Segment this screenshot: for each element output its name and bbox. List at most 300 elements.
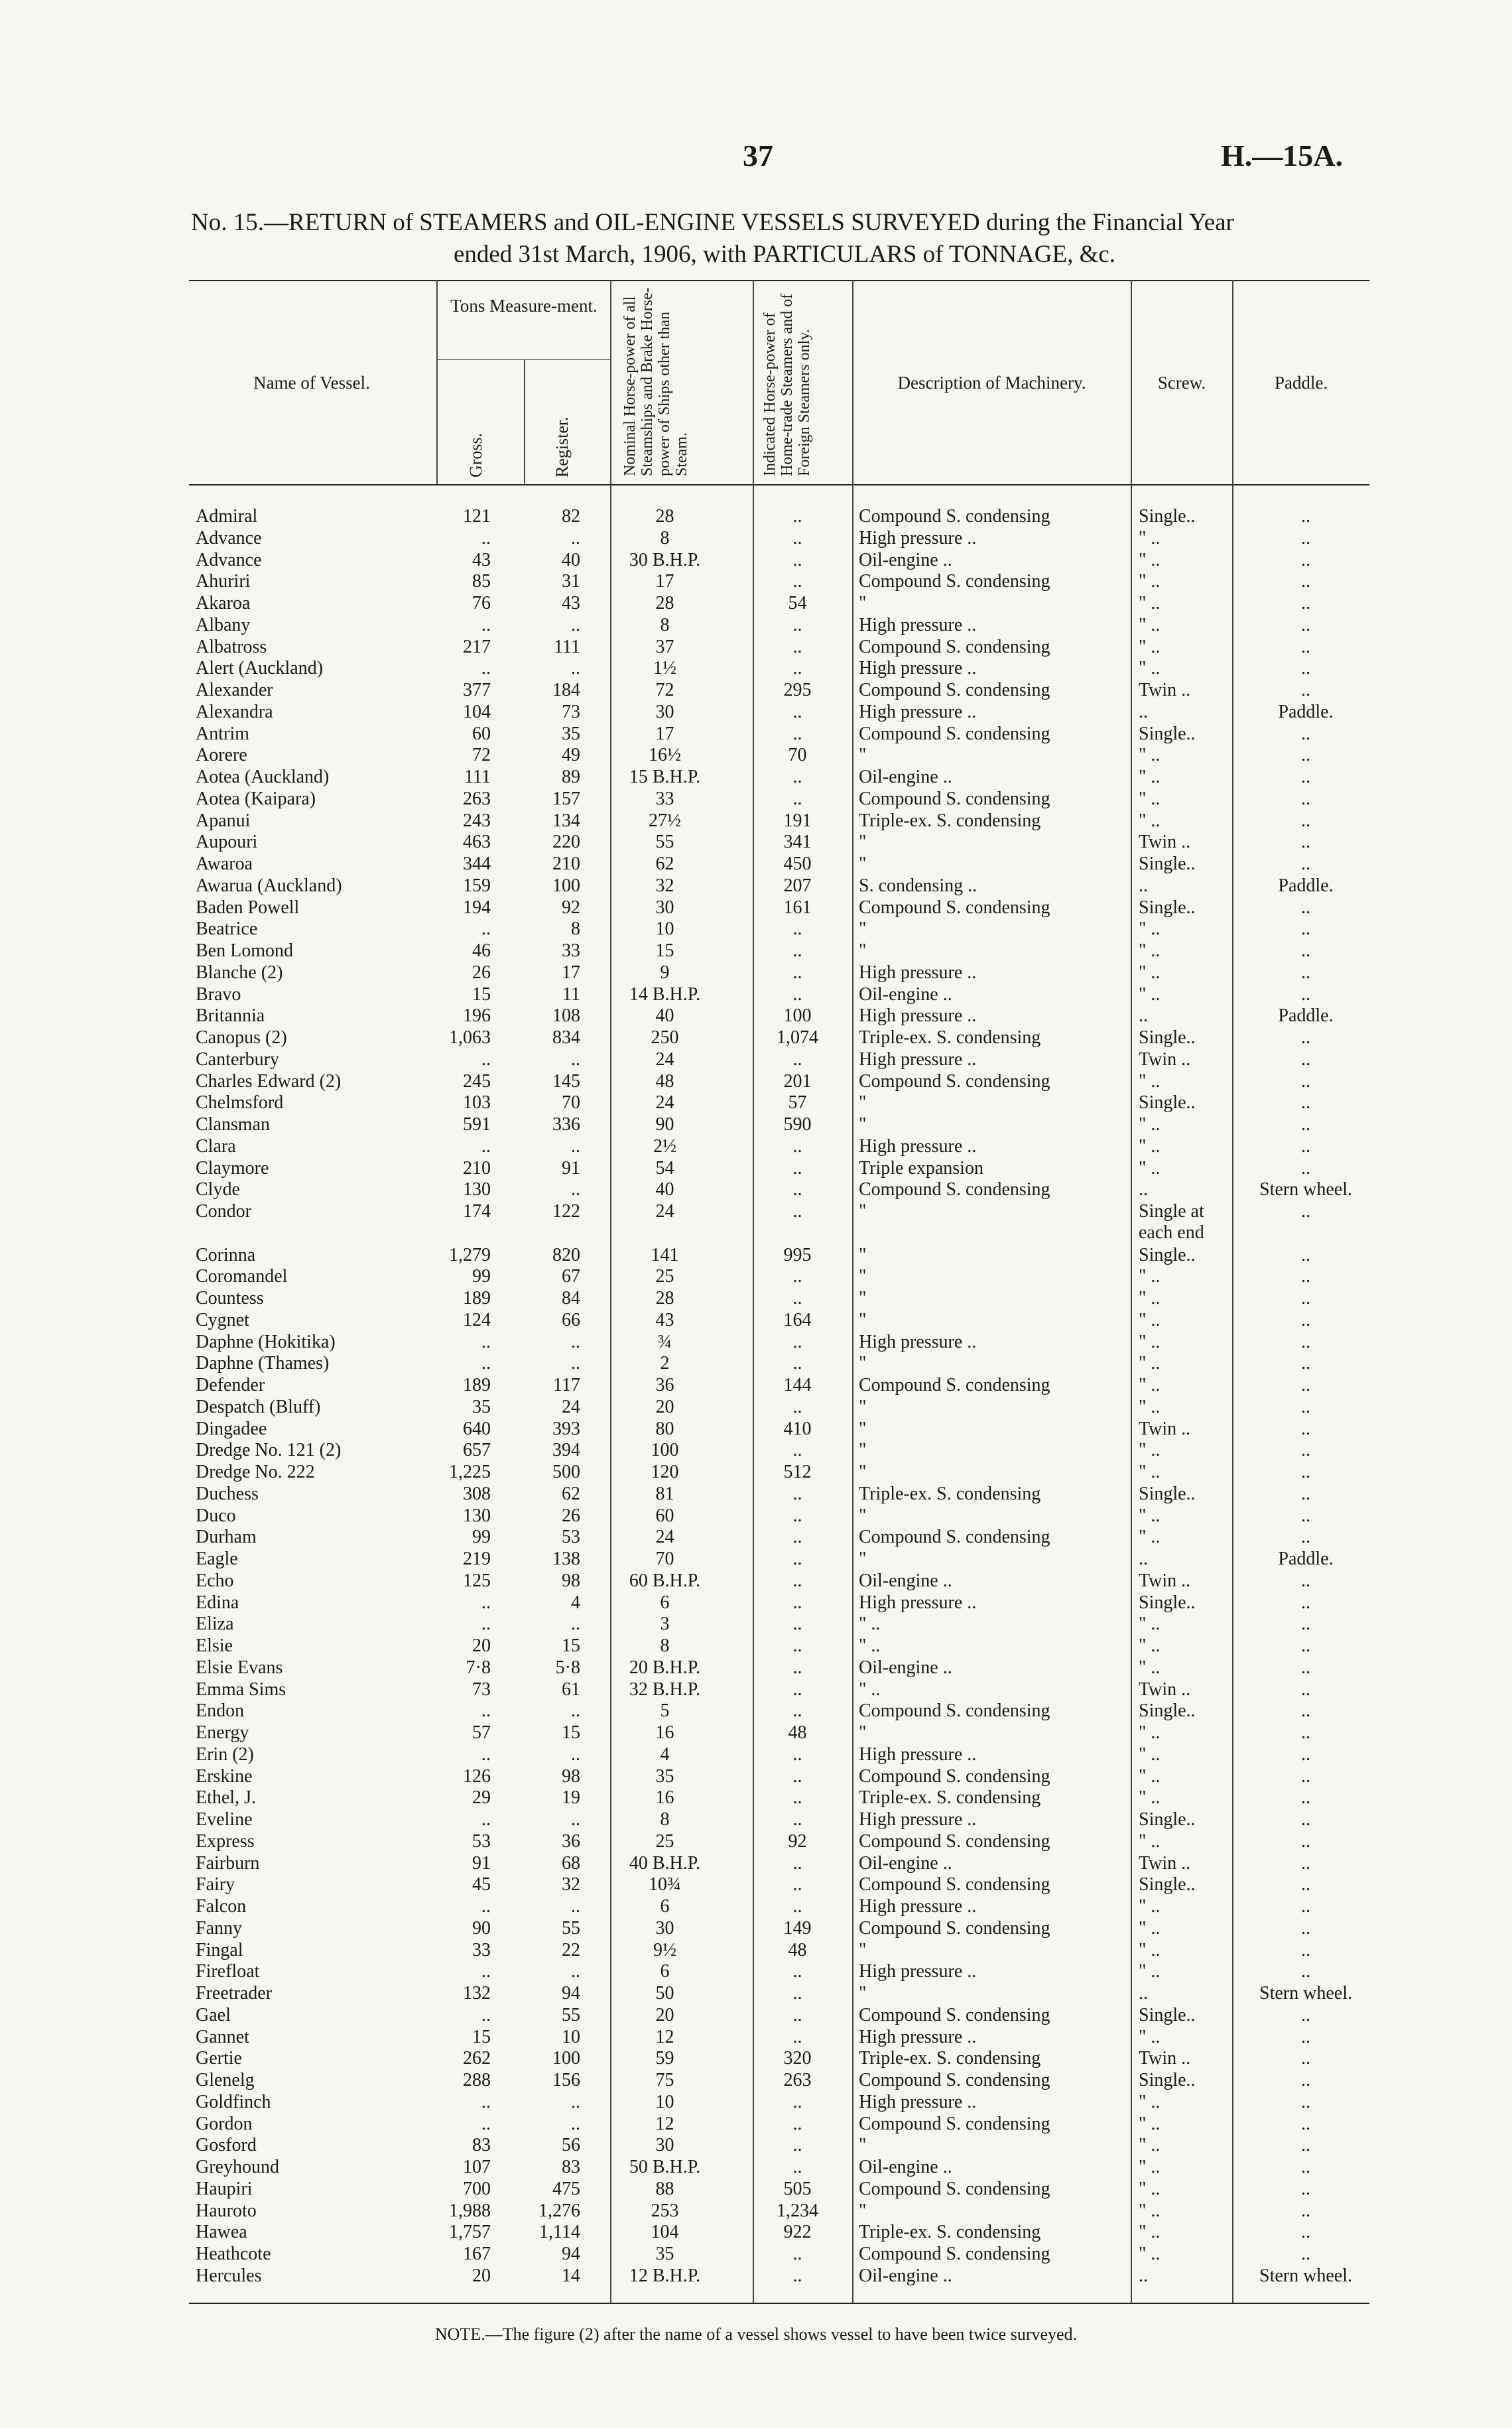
gross-tons: .. — [481, 527, 491, 548]
indicated-horse-power: .. — [792, 1201, 802, 1222]
screw-type: Twin .. — [1139, 2048, 1191, 2069]
table-row — [196, 1722, 1369, 1744]
machinery-description: Triple-ex. S. condensing — [859, 1483, 1041, 1504]
gross-tons: 124 — [463, 1309, 491, 1330]
table-row — [196, 506, 1369, 528]
machinery-description: " .. — [859, 1679, 881, 1700]
screw-type: " .. — [1139, 1070, 1161, 1092]
vessel-name: Ethel, J. — [196, 1787, 256, 1809]
table-row — [196, 2092, 1369, 2114]
register-tons: .. — [571, 614, 580, 635]
table-row — [196, 1700, 1369, 1722]
vessel-name: Alexandra — [196, 701, 273, 722]
machinery-description: High pressure .. — [859, 1896, 977, 1917]
register-tons: 89 — [562, 767, 580, 787]
screw-type: " .. — [1139, 984, 1161, 1005]
gross-tons: 159 — [463, 875, 491, 896]
indicated-horse-power: .. — [792, 1527, 802, 1548]
machinery-description: " — [859, 1244, 867, 1265]
gross-tons: 189 — [463, 1288, 491, 1309]
table-row — [196, 2157, 1369, 2179]
indicated-horse-power: .. — [792, 1331, 802, 1352]
register-tons: .. — [571, 1135, 580, 1157]
table-row — [196, 1136, 1369, 1158]
gross-tons: 174 — [463, 1201, 491, 1222]
vessel-name: Edina — [196, 1592, 239, 1613]
machinery-description: Compound S. condensing — [859, 636, 1050, 657]
register-tons: .. — [571, 1700, 580, 1722]
nominal-horse-power: 30 — [655, 1917, 674, 1939]
machinery-description: Compound S. condensing — [859, 723, 1050, 744]
gross-tons: .. — [481, 1809, 491, 1830]
register-tons: 475 — [552, 2178, 580, 2199]
table-row — [196, 658, 1369, 680]
indicated-horse-power: .. — [792, 1049, 802, 1070]
screw-type: Single.. — [1139, 854, 1196, 874]
vessel-name: Bravo — [196, 984, 241, 1005]
screw-type: Single.. — [1139, 1092, 1196, 1114]
vessel-name: Claymore — [196, 1157, 269, 1179]
screw-type: " .. — [1139, 1135, 1161, 1157]
indicated-horse-power: .. — [792, 1852, 802, 1874]
paddle-type: .. — [1301, 2135, 1310, 2156]
machinery-description: " — [859, 1440, 867, 1461]
indicated-horse-power: 922 — [783, 2222, 812, 2243]
machinery-description: High pressure .. — [859, 1592, 977, 1613]
gross-tons: 20 — [472, 1635, 491, 1656]
nominal-horse-power: 40 — [655, 1005, 674, 1027]
screw-type: .. — [1139, 1549, 1148, 1569]
vessel-name: Dredge No. 222 — [196, 1462, 315, 1482]
machinery-description: " — [859, 832, 867, 853]
register-tons: 22 — [562, 1939, 580, 1960]
nominal-horse-power: 253 — [651, 2200, 679, 2221]
table-row — [196, 1635, 1369, 1657]
register-tons: 19 — [562, 1787, 580, 1809]
table-row — [196, 1961, 1369, 1983]
paddle-type: .. — [1301, 1896, 1310, 1917]
machinery-description: " — [859, 1288, 867, 1309]
screw-type: Twin .. — [1139, 1418, 1191, 1439]
paddle-type: .. — [1301, 1135, 1310, 1157]
paddle-type: .. — [1301, 1852, 1310, 1874]
header-description-of-machinery: Description of Machinery. — [897, 373, 1086, 393]
register-tons: 14 — [562, 2265, 580, 2286]
machinery-description: Triple-ex. S. condensing — [859, 2222, 1041, 2243]
vessel-name: Advance — [196, 549, 262, 570]
gross-tons: .. — [481, 614, 491, 635]
indicated-horse-power: .. — [792, 1135, 802, 1157]
nominal-horse-power: 50 B.H.P. — [629, 2157, 701, 2177]
paddle-type: .. — [1301, 810, 1310, 831]
register-tons: 4 — [571, 1592, 580, 1613]
register-tons: 117 — [553, 1375, 580, 1395]
nominal-horse-power: 17 — [655, 571, 674, 592]
paddle-type: .. — [1301, 1961, 1310, 1982]
gross-tons: .. — [481, 2091, 491, 2112]
gross-tons: 1,225 — [449, 1462, 491, 1482]
table-row — [196, 2070, 1369, 2092]
machinery-description: High pressure .. — [859, 2026, 977, 2047]
indicated-horse-power: .. — [792, 1614, 802, 1635]
paddle-type: .. — [1301, 1157, 1310, 1179]
nominal-horse-power: 24 — [655, 1092, 674, 1114]
gross-tons: .. — [481, 1896, 491, 1917]
paddle-type: Stern wheel. — [1259, 1983, 1352, 2004]
register-tons: .. — [571, 1961, 580, 1982]
gross-tons: 43 — [472, 549, 491, 570]
gross-tons: 217 — [463, 636, 491, 657]
screw-type: Twin .. — [1139, 1570, 1191, 1591]
table-row — [196, 2135, 1369, 2157]
machinery-description: High pressure .. — [859, 2091, 977, 2112]
vessel-name: Heathcote — [196, 2244, 271, 2264]
nominal-horse-power: 62 — [655, 854, 674, 874]
screw-type: " .. — [1139, 1744, 1161, 1765]
paddle-type: Paddle. — [1278, 875, 1334, 896]
header-indicated-horse-power: Indicated Horse-power of Home-trade Steamers and of Foreign Steamers only. — [761, 293, 813, 476]
nominal-horse-power: 28 — [655, 506, 674, 527]
machinery-description: Compound S. condensing — [859, 897, 1050, 918]
nominal-horse-power: 72 — [655, 680, 674, 700]
machinery-description: " — [859, 1983, 867, 2004]
table-row — [196, 1005, 1369, 1027]
register-tons: 98 — [562, 1765, 580, 1787]
vessel-table-body — [196, 506, 1369, 2287]
indicated-horse-power: 207 — [783, 875, 812, 896]
machinery-description: High pressure .. — [859, 614, 977, 635]
register-tons: 67 — [562, 1266, 580, 1287]
table-row — [196, 789, 1369, 810]
gross-tons: 130 — [463, 1505, 491, 1526]
register-tons: 55 — [562, 2004, 580, 2025]
indicated-horse-power: .. — [792, 1288, 802, 1309]
screw-type: " .. — [1139, 636, 1161, 657]
indicated-horse-power: .. — [792, 1179, 802, 1200]
register-tons: 100 — [552, 875, 580, 896]
vessel-name: Fingal — [196, 1939, 243, 1960]
nominal-horse-power: 60 B.H.P. — [629, 1570, 701, 1591]
machinery-description: Oil-engine .. — [859, 767, 952, 787]
paddle-type: .. — [1301, 1266, 1310, 1287]
vessel-name: Fanny — [196, 1917, 242, 1939]
indicated-horse-power: 263 — [783, 2070, 812, 2090]
table-row — [196, 1592, 1369, 1614]
machinery-description: Oil-engine .. — [859, 2157, 952, 2177]
screw-type: " .. — [1139, 2222, 1161, 2243]
screw-type: .. — [1139, 701, 1148, 722]
machinery-description: Compound S. condensing — [859, 1874, 1050, 1895]
table-row — [196, 1375, 1369, 1397]
screw-type: " .. — [1139, 1157, 1161, 1179]
table-bottom-rule — [189, 2303, 1369, 2304]
paddle-type: .. — [1301, 1635, 1310, 1656]
nominal-horse-power: 15 — [655, 940, 674, 961]
machinery-description: Triple-ex. S. condensing — [859, 1027, 1041, 1048]
screw-type: Single.. — [1139, 1592, 1196, 1613]
vessel-name: Corinna — [196, 1244, 256, 1265]
nominal-horse-power: 6 — [660, 1896, 670, 1917]
register-tons: 33 — [562, 940, 580, 961]
indicated-horse-power: .. — [792, 1787, 802, 1809]
indicated-horse-power: .. — [792, 1896, 802, 1917]
gross-tons: 1,757 — [449, 2222, 491, 2243]
gross-tons: 91 — [472, 1852, 491, 1874]
nominal-horse-power: 24 — [655, 1049, 674, 1070]
machinery-description: Oil-engine .. — [859, 1570, 952, 1591]
table-row — [196, 1353, 1369, 1375]
table-row — [196, 2244, 1369, 2266]
indicated-horse-power: .. — [792, 1657, 802, 1678]
paddle-type: .. — [1301, 1049, 1310, 1070]
screw-type: " .. — [1139, 1787, 1161, 1809]
nominal-horse-power: 43 — [655, 1309, 674, 1330]
indicated-horse-power: 341 — [783, 832, 812, 853]
indicated-horse-power: .. — [792, 1505, 802, 1526]
register-tons: 53 — [562, 1527, 580, 1548]
machinery-description: Compound S. condensing — [859, 1765, 1050, 1787]
screw-type: " .. — [1139, 745, 1161, 766]
indicated-horse-power: .. — [792, 788, 802, 809]
indicated-horse-power: .. — [792, 1700, 802, 1722]
vessel-name: Falcon — [196, 1896, 247, 1917]
indicated-horse-power: .. — [792, 571, 802, 592]
nominal-horse-power: 12 — [655, 2113, 674, 2134]
screw-type: " .. — [1139, 1830, 1161, 1852]
register-tons: 134 — [552, 810, 580, 831]
register-tons: 40 — [562, 549, 580, 570]
register-tons: 5·8 — [555, 1657, 580, 1678]
machinery-description: Compound S. condensing — [859, 1700, 1050, 1722]
paddle-type: .. — [1301, 1570, 1310, 1591]
indicated-horse-power: 144 — [783, 1375, 812, 1395]
indicated-horse-power: .. — [792, 701, 802, 722]
paddle-type: .. — [1301, 571, 1310, 592]
screw-type: Single at each end — [1139, 1201, 1204, 1243]
paddle-type: .. — [1301, 2048, 1310, 2069]
paddle-type: .. — [1301, 1592, 1310, 1613]
table-row — [196, 1940, 1369, 1962]
register-tons: 108 — [552, 1005, 580, 1027]
vessel-name: Firefloat — [196, 1961, 260, 1982]
screw-type: " .. — [1139, 1440, 1161, 1461]
table-row — [196, 1310, 1369, 1332]
gross-tons: .. — [481, 1700, 491, 1722]
register-tons: 820 — [552, 1244, 580, 1265]
machinery-description: Compound S. condensing — [859, 1527, 1050, 1548]
register-tons: 1,276 — [538, 2200, 580, 2221]
header-tons-measurement: Tons Measure-ment. — [450, 296, 598, 316]
table-row — [196, 1179, 1369, 1201]
register-tons: 24 — [562, 1396, 580, 1417]
table-row — [196, 2179, 1369, 2201]
nominal-horse-power: 40 — [655, 1179, 674, 1200]
screw-type: " .. — [1139, 1288, 1161, 1309]
register-tons: .. — [571, 1331, 580, 1352]
nominal-horse-power: 2½ — [653, 1135, 676, 1157]
register-tons: 336 — [552, 1114, 580, 1135]
nominal-horse-power: 37 — [655, 636, 674, 657]
nominal-horse-power: 20 — [655, 1396, 674, 1417]
register-tons: 15 — [562, 1722, 580, 1743]
paddle-type: .. — [1301, 636, 1310, 657]
vessel-name: Eveline — [196, 1809, 253, 1830]
table-row — [196, 1158, 1369, 1180]
vessel-name: Countess — [196, 1288, 264, 1309]
screw-type: Single.. — [1139, 1244, 1196, 1265]
paddle-type: .. — [1301, 984, 1310, 1005]
gross-tons: 132 — [463, 1983, 491, 2004]
indicated-horse-power: .. — [792, 2265, 802, 2286]
table-row — [196, 615, 1369, 637]
indicated-horse-power: .. — [792, 2157, 802, 2177]
gross-tons: 111 — [464, 767, 491, 787]
screw-type: " .. — [1139, 1722, 1161, 1743]
nominal-horse-power: 6 — [660, 1592, 670, 1613]
gross-tons: 308 — [463, 1483, 491, 1504]
paddle-type: .. — [1301, 1244, 1310, 1265]
table-row — [196, 810, 1369, 832]
table-row — [196, 1527, 1369, 1549]
vessel-name: Echo — [196, 1570, 234, 1591]
paddle-type: .. — [1301, 1700, 1310, 1722]
screw-type: .. — [1139, 875, 1148, 896]
table-row — [196, 962, 1369, 984]
machinery-description: Compound S. condensing — [859, 1375, 1050, 1395]
screw-type: " .. — [1139, 2091, 1161, 2112]
machinery-description: Compound S. condensing — [859, 571, 1050, 592]
machinery-description: Compound S. condensing — [859, 788, 1050, 809]
register-tons: 157 — [552, 788, 580, 809]
vessel-name: Aotea (Kaipara) — [196, 788, 316, 809]
register-tons: 1,114 — [539, 2222, 580, 2243]
machinery-description: " — [859, 1396, 867, 1417]
gross-tons: 194 — [463, 897, 491, 918]
nominal-horse-power: 28 — [655, 593, 674, 613]
indicated-horse-power: 100 — [783, 1005, 812, 1027]
vessel-name: Erskine — [196, 1765, 253, 1787]
gross-tons: 57 — [472, 1722, 491, 1743]
nominal-horse-power: 12 — [655, 2026, 674, 2047]
table-row — [196, 1787, 1369, 1809]
gross-tons: 167 — [463, 2244, 491, 2264]
screw-type: " .. — [1139, 571, 1161, 592]
machinery-description: Compound S. condensing — [859, 2070, 1050, 2090]
register-tons: 32 — [562, 1874, 580, 1895]
vessel-name: Canopus (2) — [196, 1027, 287, 1048]
paddle-type: .. — [1301, 1787, 1310, 1809]
indicated-horse-power: 1,074 — [777, 1027, 818, 1048]
indicated-horse-power: 161 — [783, 897, 812, 918]
screw-type: " .. — [1139, 1309, 1161, 1330]
gross-tons: 126 — [463, 1765, 491, 1787]
gross-tons: 33 — [472, 1939, 491, 1960]
paddle-type: .. — [1301, 1114, 1310, 1135]
indicated-horse-power: .. — [792, 1266, 802, 1287]
nominal-horse-power: 8 — [660, 614, 670, 635]
nominal-horse-power: 30 B.H.P. — [629, 549, 701, 570]
screw-type: " .. — [1139, 2135, 1161, 2156]
register-tons: .. — [571, 1809, 580, 1830]
paddle-type: Paddle. — [1278, 1549, 1334, 1569]
table-row — [196, 1679, 1369, 1701]
nominal-horse-power: 3 — [660, 1614, 670, 1635]
vessel-name: Haupiri — [196, 2178, 253, 2199]
indicated-horse-power: .. — [792, 1549, 802, 1569]
nominal-horse-power: 9½ — [653, 1939, 676, 1960]
screw-type: " .. — [1139, 2244, 1161, 2264]
vessel-name: Alert (Auckland) — [196, 658, 324, 679]
gross-tons: .. — [481, 1744, 491, 1765]
vessel-name: Clansman — [196, 1114, 270, 1135]
register-tons: 56 — [562, 2135, 580, 2156]
vessel-name: Aorere — [196, 745, 247, 766]
paddle-type: .. — [1301, 1939, 1310, 1960]
indicated-horse-power: .. — [792, 1440, 802, 1461]
paddle-type: .. — [1301, 1331, 1310, 1352]
indicated-horse-power: .. — [792, 636, 802, 657]
table-row — [196, 1397, 1369, 1419]
indicated-horse-power: .. — [792, 919, 802, 940]
vessel-name: Elsie — [196, 1635, 233, 1656]
paddle-type: .. — [1301, 2026, 1310, 2047]
vessel-name: Energy — [196, 1722, 249, 1743]
nominal-horse-power: 90 — [655, 1114, 674, 1135]
document-reference: H.—15A. — [1221, 139, 1343, 172]
register-tons: 500 — [552, 1462, 580, 1482]
nominal-horse-power: 8 — [660, 527, 670, 548]
vessel-name: Eagle — [196, 1549, 238, 1569]
paddle-type: .. — [1301, 1201, 1310, 1222]
nominal-horse-power: 9 — [660, 962, 670, 983]
gross-tons: 45 — [472, 1874, 491, 1895]
vessel-name: Duchess — [196, 1483, 259, 1504]
register-tons: 145 — [552, 1070, 580, 1092]
gross-tons: 1,063 — [449, 1027, 491, 1048]
gross-tons: 377 — [463, 680, 491, 700]
machinery-description: " — [859, 2200, 867, 2221]
nominal-horse-power: 88 — [655, 2178, 674, 2199]
table-row — [196, 528, 1369, 550]
gross-tons: .. — [481, 2004, 491, 2025]
machinery-description: " — [859, 1114, 867, 1135]
gross-tons: 107 — [463, 2157, 491, 2177]
machinery-description: S. condensing .. — [859, 875, 977, 896]
register-tons: 36 — [562, 1830, 580, 1852]
table-row — [196, 1266, 1369, 1288]
gross-tons: 288 — [463, 2070, 491, 2090]
paddle-type: .. — [1301, 767, 1310, 787]
nominal-horse-power: 1½ — [653, 658, 676, 679]
paddle-type: .. — [1301, 1027, 1310, 1048]
machinery-description: Compound S. condensing — [859, 2113, 1050, 2134]
nominal-horse-power: 20 — [655, 2004, 674, 2025]
vessel-name: Awarua (Auckland) — [196, 875, 342, 896]
screw-type: " .. — [1139, 1114, 1161, 1135]
machinery-description: High pressure .. — [859, 658, 977, 679]
nominal-horse-power: 10 — [655, 2091, 674, 2112]
nominal-horse-power: 16 — [655, 1722, 674, 1743]
machinery-description: High pressure .. — [859, 1744, 977, 1765]
indicated-horse-power: 92 — [788, 1830, 807, 1852]
paddle-type: .. — [1301, 897, 1310, 918]
nominal-horse-power: 5 — [660, 1700, 670, 1722]
indicated-horse-power: 149 — [783, 1917, 812, 1939]
table-row — [196, 875, 1369, 897]
vessel-name: Cygnet — [196, 1309, 249, 1330]
register-tons: .. — [571, 1744, 580, 1765]
column-divider — [524, 359, 525, 484]
